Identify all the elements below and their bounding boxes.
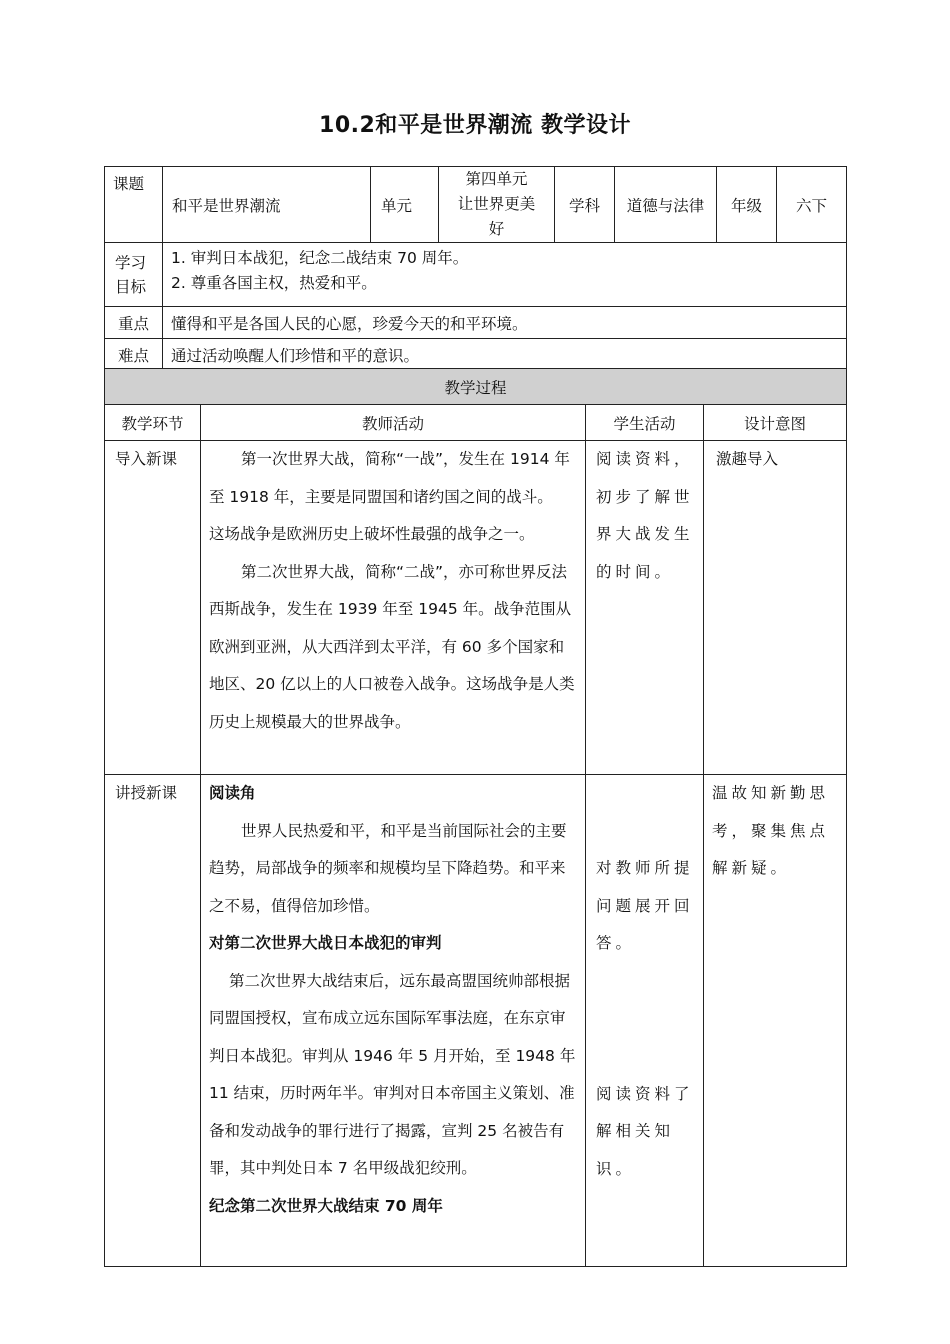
lecture-intent: 温故知新勤思考，聚集焦点解新疑。: [704, 775, 847, 1267]
goal-item: 2. 尊重各国主权，热爱和平。: [171, 274, 377, 292]
trial-heading: 对第二次世界大战日本战犯的审判: [209, 934, 442, 952]
intro-para: 这场战争是欧洲历史上破坏性最强的战争之一。: [209, 525, 535, 543]
col-header-student: 学生活动: [586, 405, 704, 441]
lecture-para: 世界人民热爱和平，和平是当前国际社会的主要趋势，局部战争的频率和规模均呈下降趋势。和平来之不易，值得倍加珍惜。: [209, 821, 567, 915]
reading-corner-heading: 阅读角: [209, 784, 256, 802]
goals-label: 学习 目标: [105, 243, 163, 307]
intro-intent: 激趣导入: [704, 441, 847, 775]
student-activity-2: 阅读资料了解相关知识。: [596, 1084, 694, 1178]
key-value: 懂得和平是各国人民的心愿，珍爱今天的和平环境。: [163, 307, 847, 339]
lecture-teacher: [201, 775, 586, 1267]
grade-label: 年级: [717, 167, 777, 243]
key-label: 重点: [105, 307, 163, 339]
subject-label: 学科: [555, 167, 615, 243]
unit-label: 单元: [371, 167, 439, 243]
intro-para: 第二次世界大战，简称“二战”，亦可称世界反法西斯战争，发生在 1939 年至 1945 年。战争范围从欧洲到亚洲，从大西洋到太平洋，有 60 多个国家和地区、20 亿以上的人口被卷入战争。这场战争是人类历史上规模最大的世界战争。: [209, 562, 575, 731]
unit-value: 第四单元 让世界更美 好: [439, 167, 555, 243]
topic-label: 课题: [105, 167, 163, 243]
lesson-info-table: [104, 166, 847, 371]
col-header-intent: 设计意图: [704, 405, 847, 441]
lecture-stage: 讲授新课: [105, 775, 201, 1267]
intro-stage: 导入新课: [105, 441, 201, 775]
process-header: 教学过程: [105, 369, 847, 405]
page-title: 10.2和平是世界潮流 教学设计: [319, 113, 631, 138]
lecture-student: [586, 775, 704, 1267]
grade-value: 六下: [777, 167, 847, 243]
anniversary-heading: 纪念第二次世界大战结束 70 周年: [209, 1196, 443, 1215]
col-header-teacher: 教师活动: [201, 405, 586, 441]
subject-value: 道德与法律: [615, 167, 717, 243]
goals-list: [163, 243, 847, 307]
col-header-stage: 教学环节: [105, 405, 201, 441]
teaching-process-table: [104, 368, 847, 1267]
difficult-label: 难点: [105, 339, 163, 371]
intro-teacher: [201, 441, 586, 775]
goal-item: 1. 审判日本战犯，纪念二战结束 70 周年。: [171, 249, 469, 267]
difficult-value: 通过活动唤醒人们珍惜和平的意识。: [163, 339, 847, 371]
intro-para: 第一次世界大战，简称“一战”，发生在 1914 年至 1918 年，主要是同盟国和诸约国之间的战斗。: [209, 450, 570, 506]
intro-student: 阅读资料，初步了解世界大战发生的时间。: [586, 441, 704, 775]
student-activity-1: 对教师所提问题展开回答。: [596, 859, 694, 952]
topic-value: 和平是世界潮流: [163, 167, 371, 243]
lecture-para: 第二次世界大战结束后，远东最高盟国统帅部根据同盟国授权，宣布成立远东国际军事法庭，在东京审判日本战犯。审判从 1946 年 5 月开始，至 1948 年 11 结束，历时两年半。审判对日本帝国主义策划、准备和发动战争的罪行进行了揭露，宣判 25 名被告有罪，其中判处日本 7 名甲级战犯绞刑。: [209, 971, 576, 1177]
